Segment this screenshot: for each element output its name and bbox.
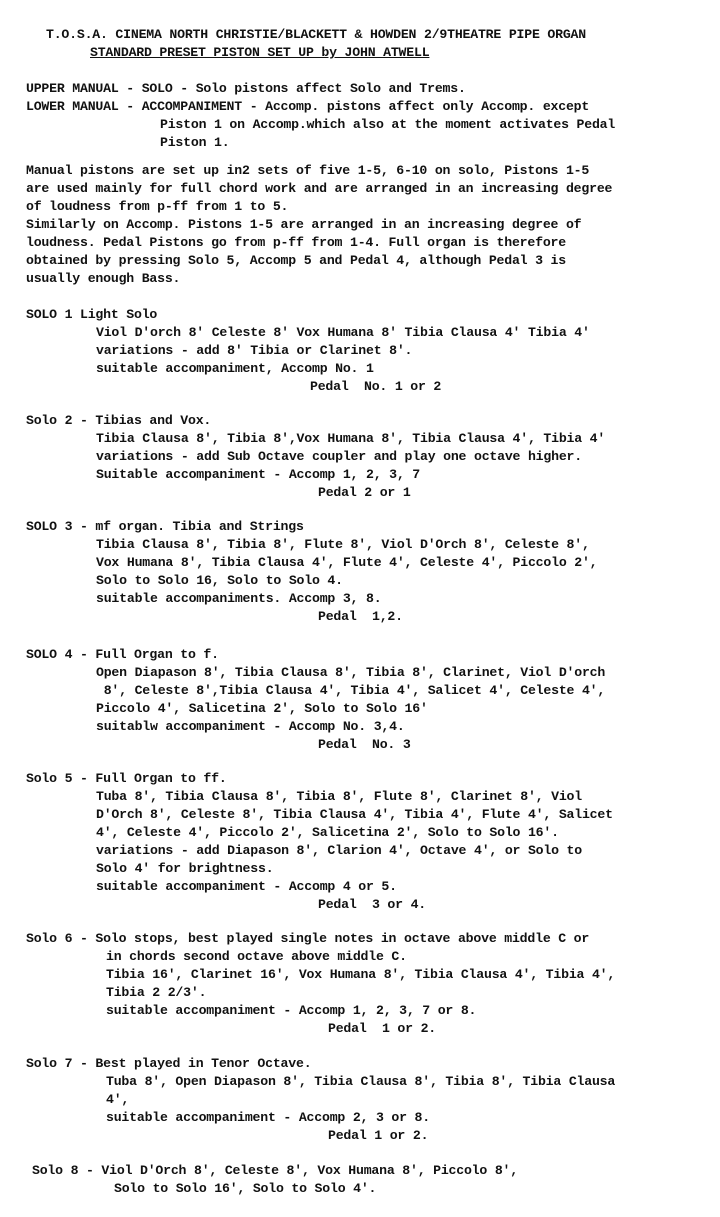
solo6-heading: Solo 6 - Solo stops, best played single notes in octave above middle C or [26,931,590,946]
solo4-pedal: Pedal No. 3 [318,737,411,752]
solo4-heading: SOLO 4 - Full Organ to f. [26,647,219,662]
solo5-pedal: Pedal 3 or 4. [318,897,426,912]
solo6-accompaniment: suitable accompaniment - Accomp 1, 2, 3, 7 or 8. [106,1003,477,1018]
solo3-heading: SOLO 3 - mf organ. Tibia and Strings [26,519,304,534]
solo5-stops: Tuba 8', Tibia Clausa 8', Tibia 8', Flute 8', Clarinet 8', Viol [96,789,582,804]
upper-manual-line: UPPER MANUAL - SOLO - Solo pistons affect Solo and Trems. [26,81,466,96]
solo6-stops: Tibia 2 2/3'. [106,985,207,1000]
solo7-pedal: Pedal 1 or 2. [328,1128,429,1143]
solo1-variations: variations - add 8' Tibia or Clarinet 8'. [96,343,413,358]
solo4-stops: Open Diapason 8', Tibia Clausa 8', Tibia 8', Clarinet, Viol D'orch [96,665,606,680]
solo2-heading: Solo 2 - Tibias and Vox. [26,413,212,428]
solo1-accompaniment: suitable accompaniment, Accomp No. 1 [96,361,374,376]
solo2-stops: Tibia Clausa 8', Tibia 8',Vox Humana 8', Tibia Clausa 4', Tibia 4' [96,431,606,446]
solo3-stops: Tibia Clausa 8', Tibia 8', Flute 8', Viol D'Orch 8', Celeste 8', [96,537,590,552]
solo3-stops: Solo to Solo 16, Solo to Solo 4. [96,573,343,588]
intro-line: loudness. Pedal Pistons go from p-ff from 1-4. Full organ is therefore [26,235,566,250]
solo2-pedal: Pedal 2 or 1 [318,485,411,500]
intro-line: Similarly on Accomp. Pistons 1-5 are arranged in an increasing degree of [26,217,582,232]
solo3-stops: Vox Humana 8', Tibia Clausa 4', Flute 4', Celeste 4', Piccolo 2', [96,555,598,570]
document-title: T.O.S.A. CINEMA NORTH CHRISTIE/BLACKETT & HOWDEN 2/9THEATRE PIPE ORGAN [46,27,586,42]
solo1-stops: Viol D'orch 8' Celeste 8' Vox Humana 8' Tibia Clausa 4' Tibia 4' [96,325,590,340]
solo7-stops: Tuba 8', Open Diapason 8', Tibia Clausa 8', Tibia 8', Tibia Clausa [106,1074,616,1089]
solo1-pedal: Pedal No. 1 or 2 [310,379,442,394]
solo6-pedal: Pedal 1 or 2. [328,1021,436,1036]
solo5-variations: Solo 4' for brightness. [96,861,274,876]
solo4-stops: Piccolo 4', Salicetina 2', Solo to Solo 16' [96,701,428,716]
document-subtitle: STANDARD PRESET PISTON SET UP by JOHN ATWELL [90,45,430,60]
solo7-accompaniment: suitable accompaniment - Accomp 2, 3 or 8. [106,1110,430,1125]
solo2-variations: variations - add Sub Octave coupler and play one octave higher. [96,449,582,464]
intro-line: usually enough Bass. [26,271,181,286]
lower-manual-cont: Piston 1. [160,135,230,150]
solo1-heading: SOLO 1 Light Solo [26,307,158,322]
solo4-accompaniment: suitablw accompaniment - Accomp No. 3,4. [96,719,405,734]
solo8-stops: Solo to Solo 16', Solo to Solo 4'. [114,1181,377,1196]
intro-line: obtained by pressing Solo 5, Accomp 5 and Pedal 4, although Pedal 3 is [26,253,566,268]
lower-manual-line: LOWER MANUAL - ACCOMPANIMENT - Accomp. pistons affect only Accomp. except [26,99,590,114]
intro-line: are used mainly for full chord work and are arranged in an increasing degree [26,181,613,196]
solo7-heading: Solo 7 - Best played in Tenor Octave. [26,1056,312,1071]
solo2-accompaniment: Suitable accompaniment - Accomp 1, 2, 3, 7 [96,467,420,482]
solo4-stops: 8', Celeste 8',Tibia Clausa 4', Tibia 4', Salicet 4', Celeste 4', [96,683,606,698]
solo6-stops: Tibia 16', Clarinet 16', Vox Humana 8', Tibia Clausa 4', Tibia 4', [106,967,616,982]
solo5-stops: 4', Celeste 4', Piccolo 2', Salicetina 2', Solo to Solo 16'. [96,825,559,840]
solo7-stops: 4', [106,1092,130,1107]
solo6-heading-cont: in chords second octave above middle C. [106,949,407,964]
solo5-variations: variations - add Diapason 8', Clarion 4', Octave 4', or Solo to [96,843,582,858]
intro-line: of loudness from p-ff from 1 to 5. [26,199,289,214]
solo8-heading: Solo 8 - Viol D'Orch 8', Celeste 8', Vox Humana 8', Piccolo 8', [32,1163,518,1178]
solo3-accompaniment: suitable accompaniments. Accomp 3, 8. [96,591,382,606]
solo5-stops: D'Orch 8', Celeste 8', Tibia Clausa 4', Tibia 4', Flute 4', Salicet [96,807,613,822]
lower-manual-cont: Piston 1 on Accomp.which also at the moment activates Pedal [160,117,616,132]
solo5-heading: Solo 5 - Full Organ to ff. [26,771,227,786]
intro-line: Manual pistons are set up in2 sets of five 1-5, 6-10 on solo, Pistons 1-5 [26,163,590,178]
solo3-pedal: Pedal 1,2. [318,609,403,624]
solo5-accompaniment: suitable accompaniment - Accomp 4 or 5. [96,879,397,894]
